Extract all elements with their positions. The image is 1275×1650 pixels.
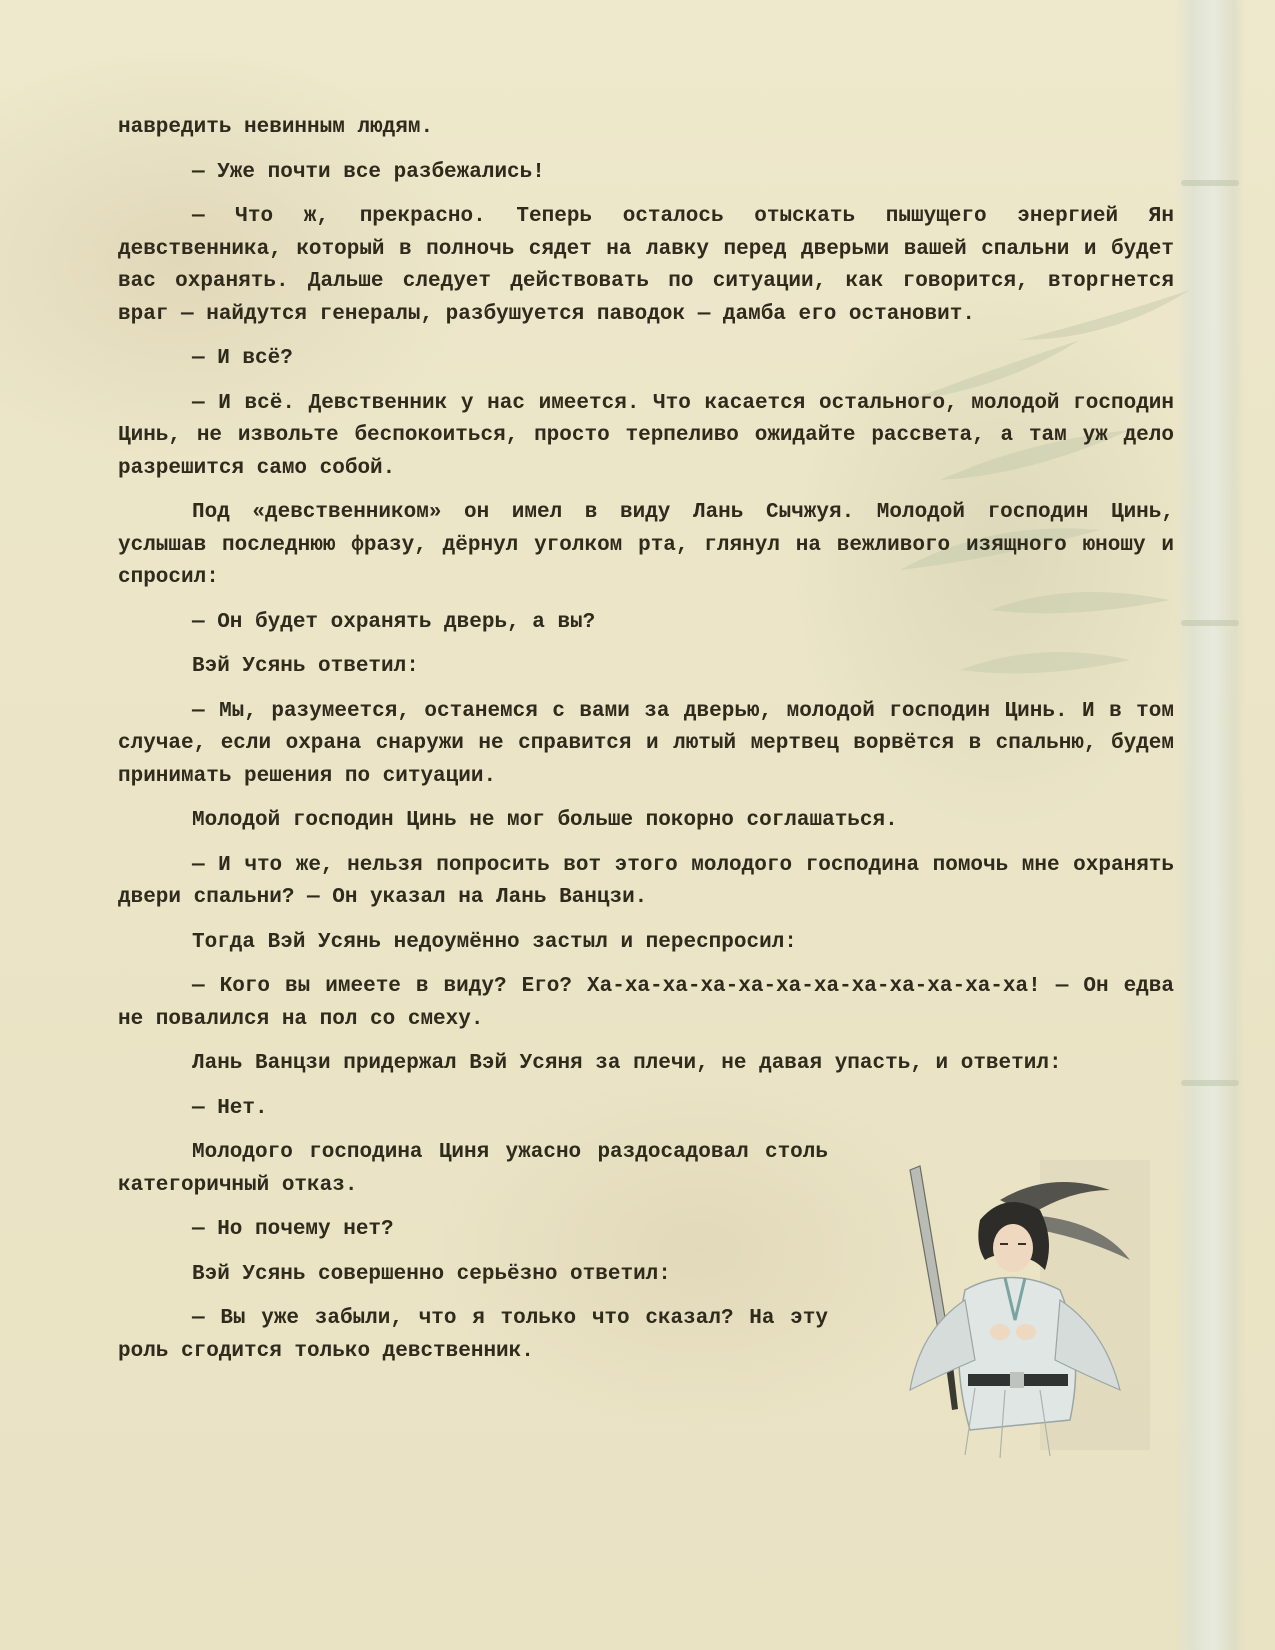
paragraph: — И что же, нельзя попросить вот этого молодого господина помочь мне охранять двери спальни? — Он указал на Лань Ванцзи. xyxy=(118,853,1174,909)
paragraph: Лань Ванцзи придержал Вэй Усяня за плечи, не давая упасть, и ответил: xyxy=(192,1052,1062,1075)
bamboo-node xyxy=(1181,1080,1239,1086)
swordsman-illustration xyxy=(880,1160,1150,1460)
paragraph: — И всё. Девственник у нас имеется. Что касается остального, молодой господин Цинь, не извольте беспокоиться, просто терпеливо ожидайте рассвета, а там уж дело разрешится само собой. xyxy=(118,391,1174,480)
paragraph: — Мы, разумеется, останемся с вами за дверью, молодой господин Цинь. И в том случае, если охрана снаружи не справится и лютый мертвец ворвётся в спальню, будем принимать решения по ситуации. xyxy=(118,699,1174,788)
hand xyxy=(1016,1324,1036,1340)
paragraph: — Что ж, прекрасно. Теперь осталось отыскать пышущего энергией Ян девственника, который в полночь сядет на лавку перед дверьми вашей спальни и будет вас охранять. Дальше следует действовать по ситуации, как говорится, вторгнется враг — найдутся генералы, разбушуется паводок — дамба его остановит. xyxy=(118,205,1174,326)
paragraph: Молодого господина Циня ужасно раздосадовал столь категоричный отказ. xyxy=(118,1141,828,1197)
paragraph: Вэй Усянь совершенно серьёзно ответил: xyxy=(192,1262,671,1286)
paragraph: — Он будет охранять дверь, а вы? xyxy=(192,610,596,634)
hand xyxy=(990,1324,1010,1340)
bamboo-node xyxy=(1181,180,1239,186)
paragraph: — Но почему нет? xyxy=(192,1218,394,1241)
paragraph: — Вы уже забыли, что я только что сказал? На эту роль сгодится только девственник. xyxy=(118,1307,828,1363)
bamboo-stalk-decoration xyxy=(1175,0,1245,1650)
paragraph: — Кого вы имеете в виду? Его? Ха-ха-ха-ха-ха-ха-ха-ха-ха-ха-ха-ха! — Он едва не повалился на пол со смеху. xyxy=(118,975,1174,1031)
paragraph: навредить невинным людям. xyxy=(118,116,434,139)
belt-buckle xyxy=(1010,1372,1024,1388)
paragraph: — Нет. xyxy=(192,1096,268,1120)
paragraph: — Уже почти все разбежались! xyxy=(192,160,545,184)
paragraph: Молодой господин Цинь не мог больше покорно соглашаться. xyxy=(192,809,898,832)
paragraph: Тогда Вэй Усянь недоумённо застыл и переспросил: xyxy=(192,930,797,954)
paragraph: — И всё? xyxy=(192,347,293,370)
face xyxy=(993,1224,1033,1272)
paragraph: Под «девственником» он имел в виду Лань Сычжуя. Молодой господин Цинь, услышав последнюю фразу, дёрнул уголком рта, глянул на вежливого изящного юношу и спросил: xyxy=(118,501,1174,589)
paragraph: Вэй Усянь ответил: xyxy=(192,655,419,678)
